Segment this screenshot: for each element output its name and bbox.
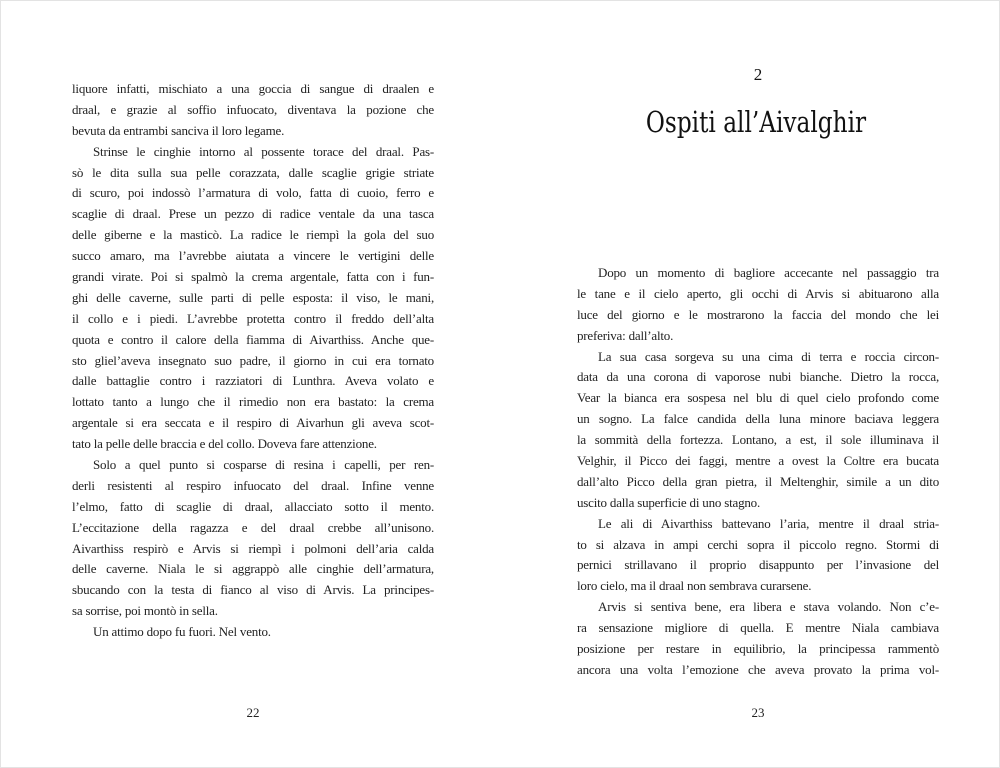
paragraph <box>577 347 939 514</box>
text-line: sbucando con la testa di fianco al viso di Arvis. La principes- <box>72 582 434 598</box>
text-line: uscito dalla superficie di uno stagno. <box>577 494 761 510</box>
text-line: succo amaro, ma l’avrebbe aiutata a vincere le vertigini delle <box>72 248 434 264</box>
text-line: scaglie di draal. Prese un pezzo di radice ventale da una tasca <box>72 206 434 222</box>
paragraph <box>72 622 434 643</box>
text-line: to si alzava in ampi cerchi sopra il piccolo regno. Stormi di <box>577 536 939 552</box>
paragraph <box>72 455 434 622</box>
text-line: sa sorrise, poi montò in sella. <box>72 603 218 619</box>
text-line: L’eccitazione della ragazza e del draal crebbe all’unisono. <box>72 519 434 535</box>
text-line: l’elmo, fatto di scaglie di draal, allacciato sotto il mento. <box>72 498 434 514</box>
text-line: le tane e il cielo aperto, gli occhi di Arvis si abituarono alla <box>577 285 939 301</box>
paragraph <box>577 597 939 681</box>
text-line: liquore infatti, mischiato a una goccia di sangue di draalen e <box>72 81 434 96</box>
text-line: dalle battaglie contro i razziatori di Lunthra. Aveva volato e <box>72 373 434 389</box>
text-line: Aivarthiss respirò e Arvis si riempì i polmoni dell’aria calda <box>72 540 434 556</box>
text-line: bevuta da entrambi sanciva il loro legame. <box>72 122 285 138</box>
text-line: ancora una volta l’emozione che aveva provato la prima vol- <box>577 661 939 677</box>
text-line: Dopo un momento di bagliore accecante nel passaggio tra <box>598 265 939 280</box>
text-line: di scuro, poi indossò l’armatura di volo, fatta di cuoio, ferro e <box>72 185 434 201</box>
left-page-number: 22 <box>246 705 260 720</box>
text-line: tato la pelle delle braccia e del collo. Doveva fare attenzione. <box>72 436 377 452</box>
left-page-text <box>72 79 434 643</box>
text-line: pernici strillavano il proprio disappunto per l’invasione del <box>577 557 939 573</box>
text-line: il collo e i piedi. L’avrebbe protetta contro il freddo dell’alta <box>72 310 434 326</box>
right-page-number: 23 <box>751 705 765 720</box>
text-line: luce del giorno e le mostrarono la faccia del mondo che lei <box>577 306 939 322</box>
text-line: Vear la bianca era sospesa nel blu di quel cielo profondo come <box>577 390 939 406</box>
page-right <box>501 1 1000 768</box>
text-line: lottato tanto a lungo che il rimedio non era bastato: la crema <box>72 394 434 410</box>
text-line: dall’alto Picco della gran pietra, il Meltenghir, simile a un dito <box>577 473 939 489</box>
paragraph <box>72 142 434 455</box>
text-line: La sua casa sorgeva su una cima di terra e roccia circon- <box>598 348 939 364</box>
text-line: Solo a quel punto si cosparse di resina i capelli, per ren- <box>93 457 434 473</box>
text-line: data da una corona di vaporose nubi bianche. Dietro la rocca, <box>577 369 939 385</box>
text-line: delle caverne. Niala le si aggrappò alle cinghie dell’armatura, <box>72 561 434 577</box>
text-line: Arvis si sentiva bene, era libera e stava volando. Non c’e- <box>598 599 939 615</box>
text-line: loro cielo, ma il draal non sembrava curarsene. <box>577 578 812 594</box>
paragraph <box>577 514 939 598</box>
text-line: ghi delle caverne, sulle parti di pelle esposta: il viso, le mani, <box>72 289 434 305</box>
text-line: quota e contro il calore della fiamma di Aivarthiss. Anche que- <box>72 331 434 347</box>
chapter-title: Ospiti all’Aivalghir <box>645 105 867 139</box>
text-line: Strinse le cinghie intorno al possente torace del draal. Pas- <box>93 143 434 159</box>
text-line: argentale si era seccata e il respiro di Aivarhun gli aveva scot- <box>72 415 434 431</box>
text-line: delle giberne e la masticò. La radice le riempì la gola del suo <box>72 227 434 243</box>
text-line: sò le dita sulla sua pelle corazzata, dalle scaglie grigie striate <box>72 164 434 180</box>
text-line: un sogno. La falce candida della luna minore baciava leggera <box>577 411 939 427</box>
text-line: Velghir, il Picco dei faggi, mentre a ovest la Coltre era bucata <box>577 453 939 469</box>
text-line: derli resistenti al respiro infuocato del draal. Infine venne <box>72 477 434 493</box>
text-line: Le ali di Aivarthiss battevano l’aria, mentre il draal stria- <box>598 515 939 531</box>
text-line: posizione per restare in equilibrio, la principessa rammentò <box>577 641 939 657</box>
text-line: grandi virate. Poi si spalmò la crema argentale, fatta con i fun- <box>72 269 434 285</box>
chapter-number: 2 <box>753 65 763 84</box>
text-line: sto gliel’aveva insegnato suo padre, il giorno in cui era tornato <box>72 352 434 368</box>
paragraph <box>577 263 939 347</box>
text-line: ra sensazione migliore di quella. E mentre Niala cambiava <box>577 620 939 636</box>
paragraph <box>72 79 434 142</box>
text-line: la sommità della fortezza. Lontano, a est, il sole illuminava il <box>577 432 939 448</box>
text-line: Un attimo dopo fu fuori. Nel vento. <box>93 624 271 640</box>
right-page-text <box>577 263 939 681</box>
text-line: preferiva: dall’alto. <box>577 327 674 343</box>
page-left <box>1 1 501 768</box>
text-line: draal, e grazie al soffio infuocato, diventava la pozione che <box>72 101 434 117</box>
